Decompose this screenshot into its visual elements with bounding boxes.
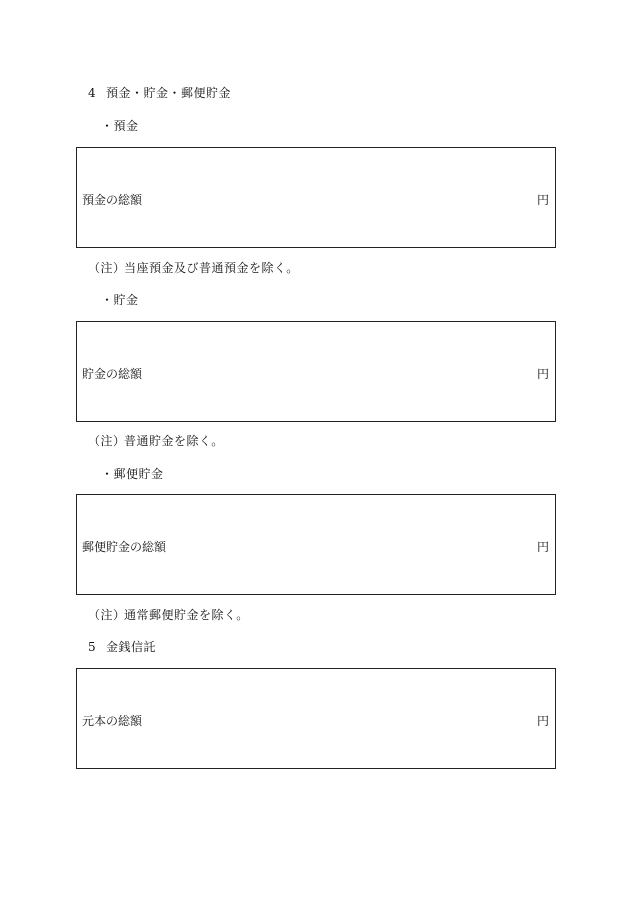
deposits-total-label: 預金の総額 <box>82 193 143 207</box>
savings-note-tag: （注） <box>88 434 126 448</box>
postal-savings-subheading: ・郵便貯金 <box>101 467 164 481</box>
deposits-yen-unit: 円 <box>536 193 549 207</box>
section-4-number: 4 <box>88 86 97 100</box>
savings-subheading: ・貯金 <box>101 293 139 307</box>
section-4-heading <box>88 84 231 101</box>
section-5-title: 金銭信託 <box>106 640 157 654</box>
section-5-number: 5 <box>88 640 97 654</box>
savings-total-field[interactable] <box>76 321 556 422</box>
savings-total-label: 貯金の総額 <box>82 367 143 381</box>
deposits-total-field[interactable] <box>76 147 556 248</box>
principal-total-field[interactable] <box>76 668 556 769</box>
principal-total-label: 元本の総額 <box>82 714 143 728</box>
postal-savings-total-field[interactable] <box>76 494 556 595</box>
principal-yen-unit: 円 <box>536 714 549 728</box>
deposits-note <box>88 259 299 276</box>
savings-note <box>88 432 224 449</box>
postal-savings-note-text: 通常郵便貯金を除く。 <box>124 608 249 622</box>
postal-savings-total-label: 郵便貯金の総額 <box>82 540 167 554</box>
savings-yen-unit: 円 <box>536 367 549 381</box>
postal-savings-yen-unit: 円 <box>536 540 549 554</box>
deposits-note-tag: （注） <box>88 261 126 275</box>
postal-savings-note <box>88 606 249 623</box>
savings-note-text: 普通貯金を除く。 <box>124 434 224 448</box>
postal-savings-note-tag: （注） <box>88 608 126 622</box>
deposits-note-text: 当座預金及び普通預金を除く。 <box>124 261 299 275</box>
deposits-subheading: ・預金 <box>101 119 139 133</box>
section-5-heading <box>88 638 156 655</box>
section-4-title: 預金・貯金・郵便貯金 <box>106 86 232 100</box>
